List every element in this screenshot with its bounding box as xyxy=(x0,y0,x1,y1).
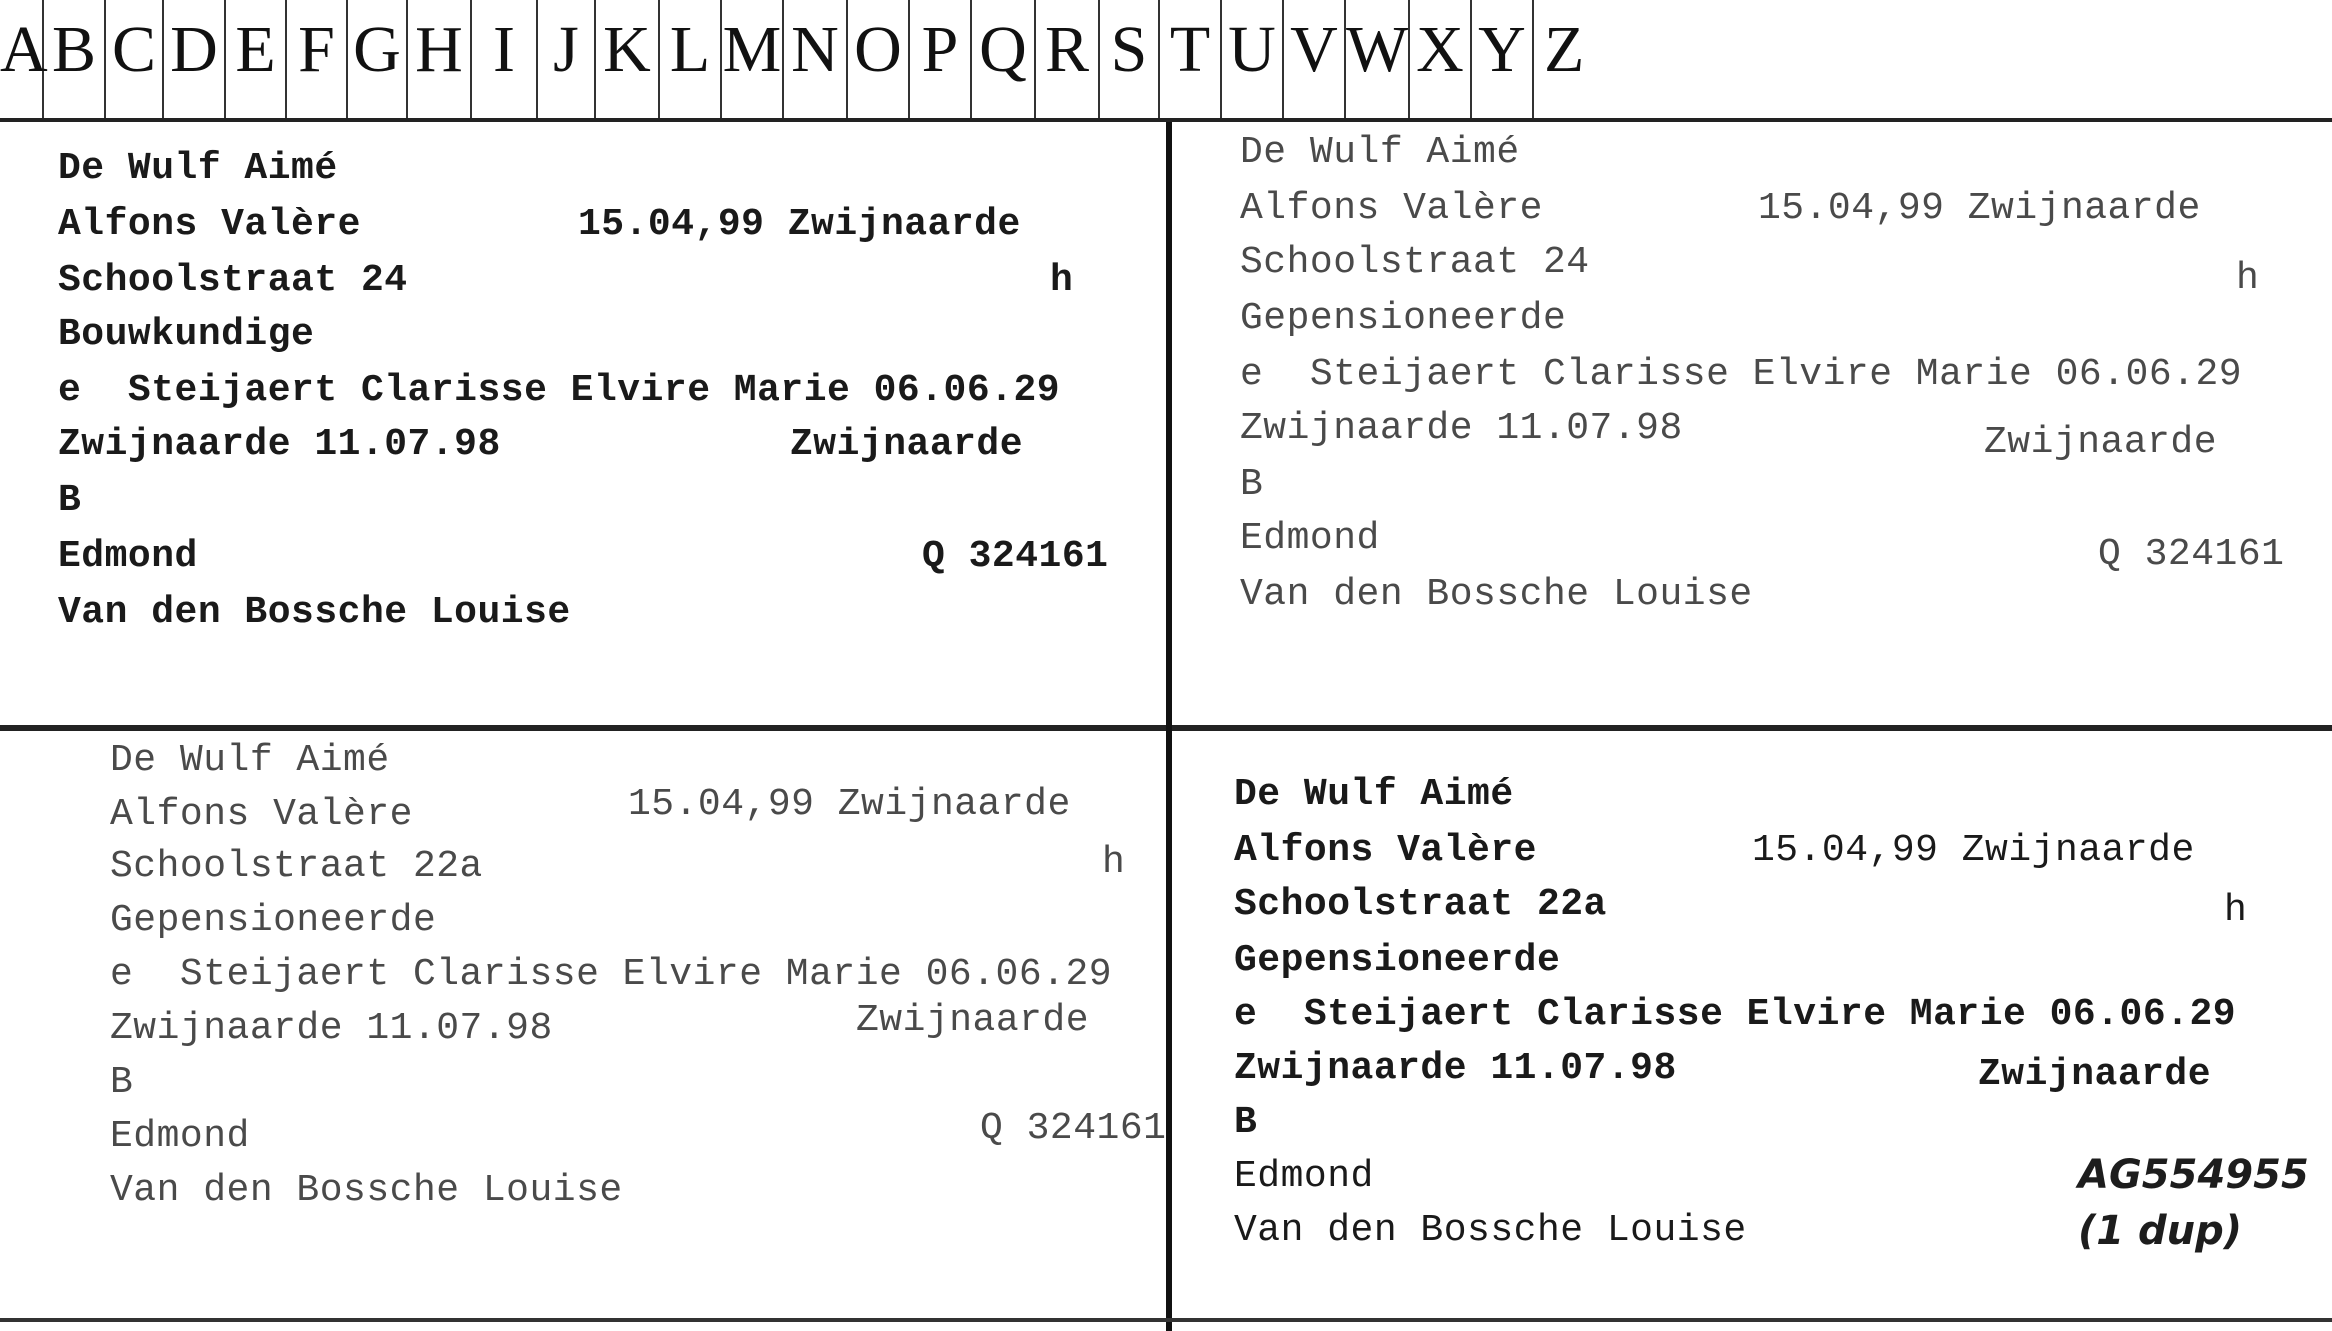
alphabet-letter-o: O xyxy=(848,0,910,118)
card-id-number: Q 324161 xyxy=(2098,533,2285,576)
card-birth: 15.04,99 Zwijnaarde xyxy=(628,783,1071,826)
card-occupation: Gepensioneerde xyxy=(1234,939,1561,982)
alphabet-letter-t: T xyxy=(1160,0,1222,118)
card-spouse: e Steijaert Clarisse Elvire Marie 06.06.29 xyxy=(1240,353,2243,396)
record-card-top-left xyxy=(0,122,1168,728)
card-marriage: Zwijnaarde 11.07.98 xyxy=(110,1007,553,1050)
card-father: Edmond xyxy=(58,535,198,578)
alphabet-letter-w: W xyxy=(1346,0,1410,118)
alphabet-letter-d: D xyxy=(164,0,226,118)
alphabet-letter-n: N xyxy=(784,0,848,118)
card-marriage-place: Zwijnaarde xyxy=(856,999,1090,1042)
card-spouse: e Steijaert Clarisse Elvire Marie 06.06.29 xyxy=(58,369,1061,412)
alphabet-index-strip xyxy=(0,0,2332,122)
card-occupation: Bouwkundige xyxy=(58,313,315,356)
card-nationality: B xyxy=(110,1061,134,1104)
alphabet-letter-e: E xyxy=(226,0,287,118)
card-mother: Van den Bossche Louise xyxy=(1234,1209,1747,1252)
card-birth: 15.04,99 Zwijnaarde xyxy=(1752,829,2195,872)
card-nationality: B xyxy=(1234,1101,1258,1144)
card-mother: Van den Bossche Louise xyxy=(1240,573,1753,616)
card-father: Edmond xyxy=(1234,1155,1374,1198)
card-mother: Van den Bossche Louise xyxy=(110,1169,623,1212)
card-id-number: Q 324161 xyxy=(922,535,1109,578)
card-marriage: Zwijnaarde 11.07.98 xyxy=(1234,1047,1677,1090)
card-spouse: e Steijaert Clarisse Elvire Marie 06.06.29 xyxy=(1234,993,2237,1036)
card-occupation: Gepensioneerde xyxy=(110,899,437,942)
alphabet-letter-v: V xyxy=(1284,0,1346,118)
card-id-number-handwritten: AG554955 xyxy=(2078,1152,2309,1198)
alphabet-letter-r: R xyxy=(1036,0,1100,118)
alphabet-letter-l: L xyxy=(660,0,722,118)
card-surname: De Wulf Aimé xyxy=(1240,131,1520,174)
record-card-top-right xyxy=(1174,122,2332,728)
alphabet-letter-q: Q xyxy=(972,0,1036,118)
card-given-names: Alfons Valère xyxy=(110,793,413,836)
card-address: Schoolstraat 22a xyxy=(110,845,483,888)
card-given-names: Alfons Valère xyxy=(58,203,361,246)
card-marriage-place: Zwijnaarde xyxy=(1978,1053,2212,1096)
alphabet-letter-k: K xyxy=(596,0,660,118)
alphabet-letter-j: J xyxy=(538,0,596,118)
card-marriage: Zwijnaarde 11.07.98 xyxy=(58,423,501,466)
card-marriage: Zwijnaarde 11.07.98 xyxy=(1240,407,1683,450)
alphabet-letter-f: F xyxy=(287,0,348,118)
alphabet-letter-a: A xyxy=(0,0,44,118)
alphabet-letter-b: B xyxy=(44,0,106,118)
card-sex: h xyxy=(1102,841,1126,884)
card-marriage-place: Zwijnaarde xyxy=(1984,421,2218,464)
record-card-bottom-right xyxy=(1174,734,2332,1331)
card-birth: 15.04,99 Zwijnaarde xyxy=(578,203,1021,246)
card-father: Edmond xyxy=(110,1115,250,1158)
alphabet-letter-c: C xyxy=(106,0,164,118)
card-marriage-place: Zwijnaarde xyxy=(790,423,1024,466)
card-address: Schoolstraat 24 xyxy=(58,259,408,302)
card-birth: 15.04,99 Zwijnaarde xyxy=(1758,187,2201,230)
card-surname: De Wulf Aimé xyxy=(110,739,390,782)
alphabet-letter-m: M xyxy=(722,0,784,118)
card-given-names: Alfons Valère xyxy=(1234,829,1537,872)
alphabet-letter-s: S xyxy=(1100,0,1160,118)
card-given-names: Alfons Valère xyxy=(1240,187,1543,230)
card-spouse: e Steijaert Clarisse Elvire Marie 06.06.29 xyxy=(110,953,1113,996)
alphabet-letter-x: X xyxy=(1410,0,1472,118)
card-sex: h xyxy=(2236,257,2260,300)
card-father: Edmond xyxy=(1240,517,1380,560)
alphabet-letter-i: I xyxy=(472,0,538,118)
card-sex: h xyxy=(2224,889,2248,932)
record-card-bottom-left xyxy=(0,734,1168,1331)
card-surname: De Wulf Aimé xyxy=(1234,773,1514,816)
card-sex: h xyxy=(1050,259,1074,302)
card-mother: Van den Bossche Louise xyxy=(58,591,571,634)
alphabet-letter-g: G xyxy=(348,0,408,118)
card-address: Schoolstraat 24 xyxy=(1240,241,1590,284)
card-nationality: B xyxy=(58,479,82,522)
alphabet-letter-p: P xyxy=(910,0,972,118)
card-nationality: B xyxy=(1240,463,1264,506)
alphabet-letter-h: H xyxy=(408,0,472,118)
card-address: Schoolstraat 22a xyxy=(1234,883,1607,926)
card-occupation: Gepensioneerde xyxy=(1240,297,1567,340)
alphabet-letter-z: Z xyxy=(1544,13,1585,86)
alphabet-letter-u: U xyxy=(1222,0,1284,118)
card-id-number: Q 324161 xyxy=(980,1107,1167,1150)
card-duplicate-note: (1 dup) xyxy=(2078,1208,2243,1254)
card-surname: De Wulf Aimé xyxy=(58,147,338,190)
alphabet-letter-y: Y xyxy=(1472,0,1534,118)
